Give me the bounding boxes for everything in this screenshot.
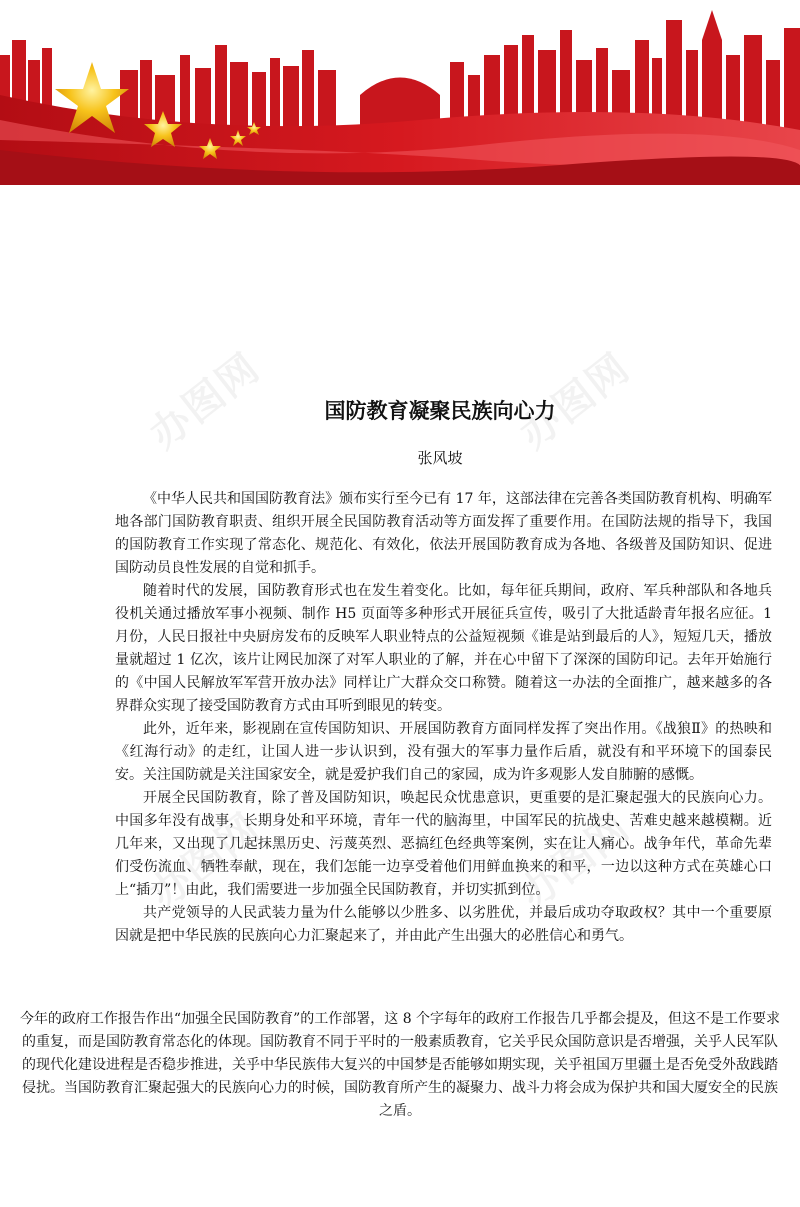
document-title: 国防教育凝聚民族向心力 bbox=[324, 399, 556, 423]
document-body bbox=[115, 488, 772, 948]
document-author: 张风坡 bbox=[417, 449, 463, 467]
watermark: 办图网 bbox=[511, 804, 639, 919]
paragraph: 《中华人民共和国国防教育法》颁布实行至今已有 17 年，这部法律在完善各类国防教育机构、明确军地各部门国防教育职责、组织开展全民国防教育活动等方面发挥了重要作用。在国防法规的指导下，我国的国防教育工作实现了常态化、规范化、有效化，依法开展国防教育成为各地、各级普及国防知识、促进国防动员良性发展的自觉和抓手。 bbox=[115, 491, 772, 576]
header-banner bbox=[0, 0, 800, 185]
skyline-banner-graphic bbox=[0, 0, 800, 185]
paragraph: 此外，近年来，影视剧在宣传国防知识、开展国防教育方面同样发挥了突出作用。《战狼Ⅱ》的热映和《红海行动》的走红，让国人进一步认识到，没有强大的军事力量作后盾，就没有和平环境下的国泰民安。关注国防就是关注国家安全，就是爱护我们自己的家园，成为许多观影人发自肺腑的感慨。 bbox=[115, 721, 772, 783]
paragraph: 开展全民国防教育，除了普及国防知识，唤起民众忧患意识，更重要的是汇聚起强大的民族向心力。中国多年没有战事，长期身处和平环境，青年一代的脑海里，中国军民的抗战史、苦难史越来越模糊。近几年来，又出现了几起抹黑历史、污蔑英烈、恶搞红色经典等案例，实在让人痛心。战争年代，革命先辈们受伤流血、牺牲奉献，现在，我们怎能一边享受着他们用鲜血换来的和平，一边以这种方式在英雄心口上“插刀”！由此，我们需要进一步加强全民国防教育，并切实抓到位。 bbox=[115, 790, 772, 898]
closing-paragraph: 今年的政府工作报告作出“加强全民国防教育”的工作部署，这 8 个字每年的政府工作报告几乎都会提及，但这不是工作要求的重复，而是国防教育常态化的体现。国防教育不同于平时的一般素质教育，它关乎民众国防意识是否增强，关乎人民军队的现代化建设进程是否稳步推进，关乎中华民族伟大复兴的中国梦是否能够如期实现，关乎祖国万里疆土是否免受外敌践踏侵扰。当国防教育汇聚起强大的民族向心力的时候，国防教育所产生的凝聚力、战斗力将会成为保护共和国大厦安全的民族之盾。 bbox=[19, 1011, 781, 1119]
paragraph: 共产党领导的人民武装力量为什么能够以少胜多、以劣胜优，并最后成功夺取政权？其中一个重要原因就是把中华民族的民族向心力汇聚起来了，并由此产生出强大的必胜信心和勇气。 bbox=[115, 905, 772, 944]
paragraph: 随着时代的发展，国防教育形式也在发生着变化。比如，每年征兵期间，政府、军兵种部队和各地兵役机关通过播放军事小视频、制作 H5 页面等多种形式开展征兵宣传，吸引了大批适龄青年报名应征。1 月份，人民日报社中央厨房发布的反映军人职业特点的公益短视频《谁是站到最后的人》，短短几天，播放量就超过 1 亿次，该片让网民加深了对军人职业的了解，并在心中留下了深深的国防印记。去年开始施行的《中国人民解放军军营开放办法》同样让广大群众交口称赞。随着这一办法的全面推广，越来越多的各界群众实现了接受国防教育方式由耳听到眼见的转变。 bbox=[115, 583, 772, 714]
watermark: 办图网 bbox=[141, 804, 269, 919]
watermark: 办图网 bbox=[511, 344, 639, 459]
closing-paragraph-block bbox=[18, 1008, 782, 1123]
watermark: 办图网 bbox=[141, 344, 269, 459]
